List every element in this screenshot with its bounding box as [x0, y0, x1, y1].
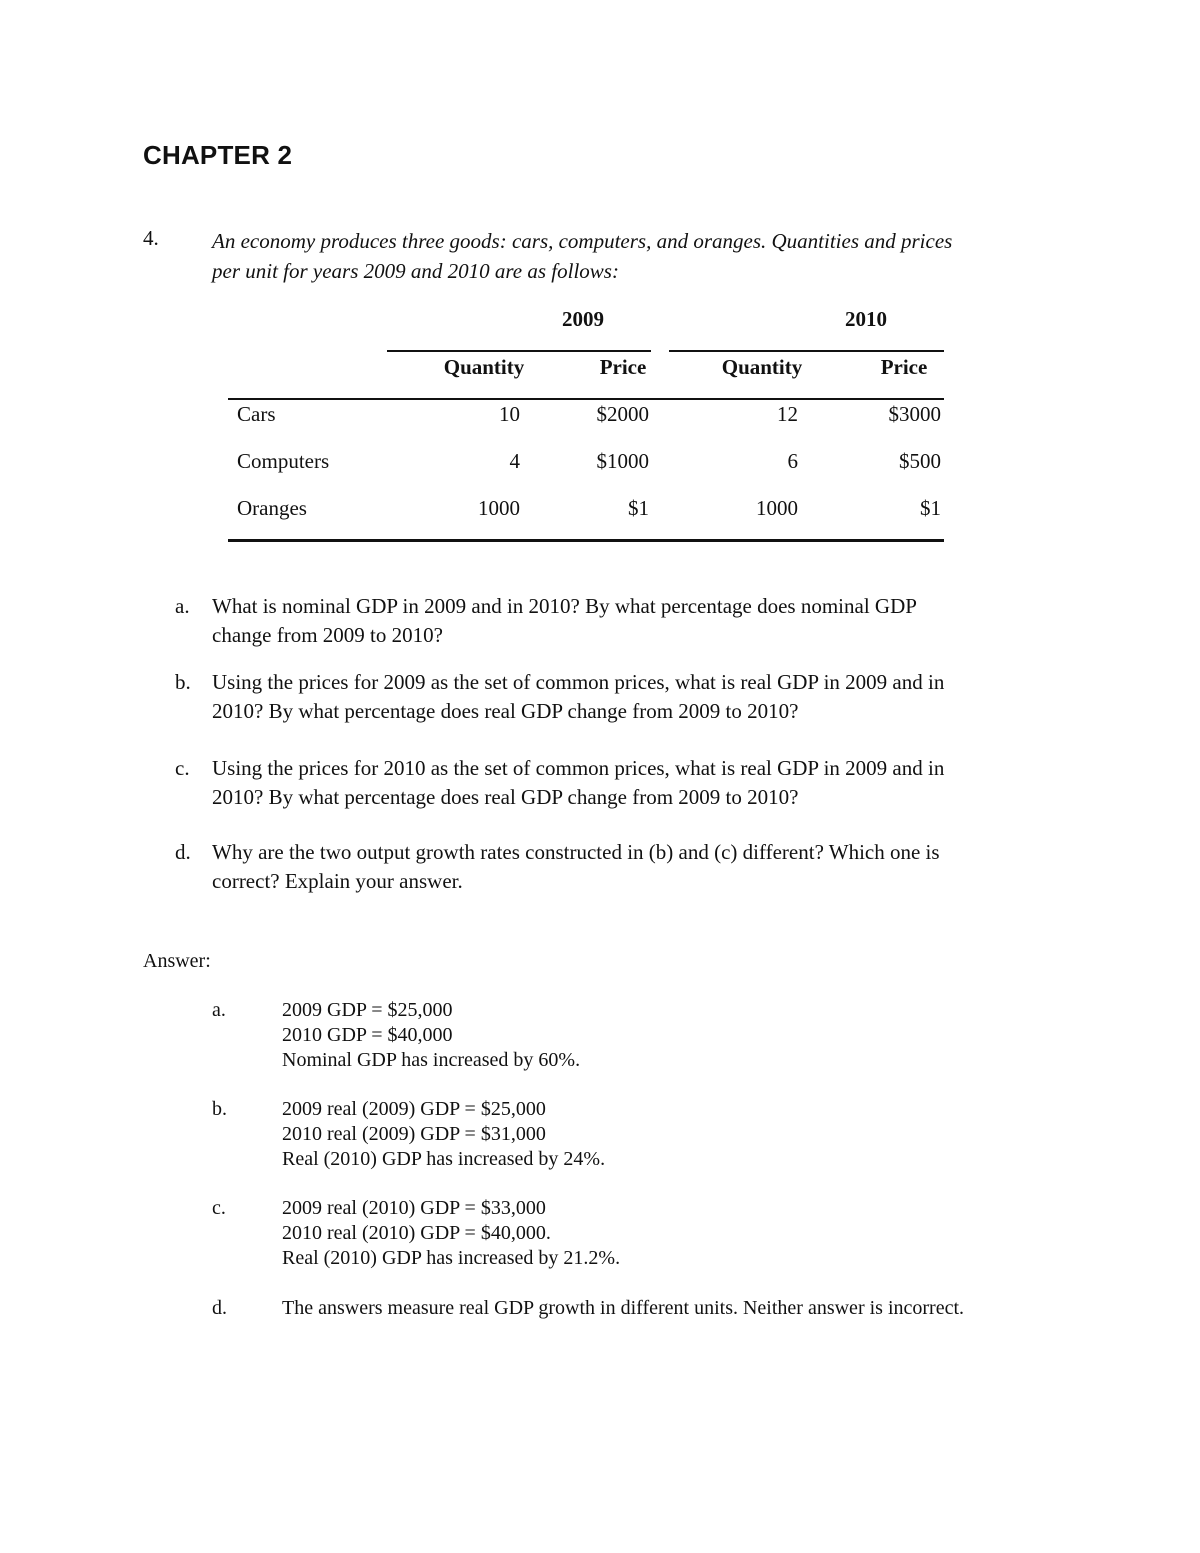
answer-line: 2010 real (2010) GDP = $40,000.	[282, 1222, 551, 1244]
subquestion-line: change from 2009 to 2010?	[212, 623, 443, 647]
question-number: 4.	[143, 226, 159, 250]
subquestion-text	[212, 838, 1060, 896]
answer-line: 2010 real (2009) GDP = $31,000	[282, 1123, 546, 1145]
table-cell-item: Computers	[237, 449, 330, 473]
answer-line: The answers measure real GDP growth in different units. Neither answer is incorrect.	[282, 1297, 965, 1319]
subquestion-letter: d.	[175, 840, 191, 864]
table-bottom-rule	[228, 539, 944, 542]
question-intro-line: per unit for years 2009 and 2010 are as follows:	[212, 259, 619, 283]
answer-letter: c.	[212, 1197, 226, 1219]
subquestion-line: 2010? By what percentage does real GDP change from 2009 to 2010?	[212, 699, 799, 723]
question-intro	[212, 226, 1072, 286]
subquestion-line: 2010? By what percentage does real GDP change from 2009 to 2010?	[212, 785, 799, 809]
chapter-title: CHAPTER 2	[143, 140, 293, 170]
answer-lines	[282, 1097, 605, 1172]
year-underline-2009	[387, 350, 651, 352]
answer-lines	[282, 998, 580, 1073]
answer-lines	[282, 1196, 620, 1271]
col-header-price-2009: Price	[599, 355, 647, 379]
answer-lines	[282, 1296, 964, 1321]
answer-line: 2009 GDP = $25,000	[282, 999, 453, 1021]
subquestion-line: Using the prices for 2009 as the set of common prices, what is real GDP in 2009 and in	[212, 670, 945, 694]
answer-line: 2009 real (2009) GDP = $25,000	[282, 1098, 546, 1120]
subquestion-line: Why are the two output growth rates constructed in (b) and (c) different? Which one is	[212, 840, 940, 864]
answer-line: 2010 GDP = $40,000	[282, 1024, 453, 1046]
answer-line: Nominal GDP has increased by 60%.	[282, 1049, 581, 1071]
subquestion-line: correct? Explain your answer.	[212, 869, 463, 893]
year-underline-2010	[669, 350, 944, 352]
question-intro-line: An economy produces three goods: cars, computers, and oranges. Quantities and prices	[212, 229, 953, 253]
answer-line: Real (2010) GDP has increased by 21.2%.	[282, 1247, 621, 1269]
col-header-price-2010: Price	[880, 355, 928, 379]
subquestion-text	[212, 592, 1060, 650]
subquestion-line: Using the prices for 2010 as the set of common prices, what is real GDP in 2009 and in	[212, 756, 945, 780]
table-cell-qty-2009: 4	[509, 449, 520, 473]
col-header-quantity-2010: Quantity	[721, 355, 803, 379]
table-cell-price-2010: $1	[920, 496, 941, 520]
table-cell-item: Oranges	[237, 496, 307, 520]
table-cell-item: Cars	[237, 402, 276, 426]
answer-line: Real (2010) GDP has increased by 24%.	[282, 1148, 606, 1170]
table-cell-price-2010: $3000	[888, 402, 941, 426]
table-cell-qty-2010: 1000	[756, 496, 798, 520]
subquestion-letter: b.	[175, 670, 191, 694]
answer-label: Answer:	[143, 950, 211, 972]
answer-letter: b.	[212, 1098, 227, 1120]
table-cell-price-2009: $1	[628, 496, 649, 520]
table-cell-price-2010: $500	[899, 449, 941, 473]
year-header-2010: 2010	[845, 307, 887, 331]
answer-letter: a.	[212, 999, 226, 1021]
answer-letter: d.	[212, 1297, 227, 1319]
header-rule	[228, 398, 944, 400]
subquestion-line: What is nominal GDP in 2009 and in 2010? By what percentage does nominal GDP	[212, 594, 917, 618]
table-cell-price-2009: $1000	[596, 449, 649, 473]
subquestion-text	[212, 754, 1060, 812]
answer-line: 2009 real (2010) GDP = $33,000	[282, 1197, 546, 1219]
year-header-2009: 2009	[562, 307, 604, 331]
table-cell-qty-2010: 6	[787, 449, 798, 473]
table-cell-price-2009: $2000	[596, 402, 649, 426]
table-cell-qty-2010: 12	[777, 402, 798, 426]
subquestion-text	[212, 668, 1060, 726]
subquestion-letter: c.	[175, 756, 190, 780]
col-header-quantity-2009: Quantity	[443, 355, 525, 379]
table-cell-qty-2009: 1000	[478, 496, 520, 520]
table-cell-qty-2009: 10	[499, 402, 520, 426]
subquestion-letter: a.	[175, 594, 190, 618]
